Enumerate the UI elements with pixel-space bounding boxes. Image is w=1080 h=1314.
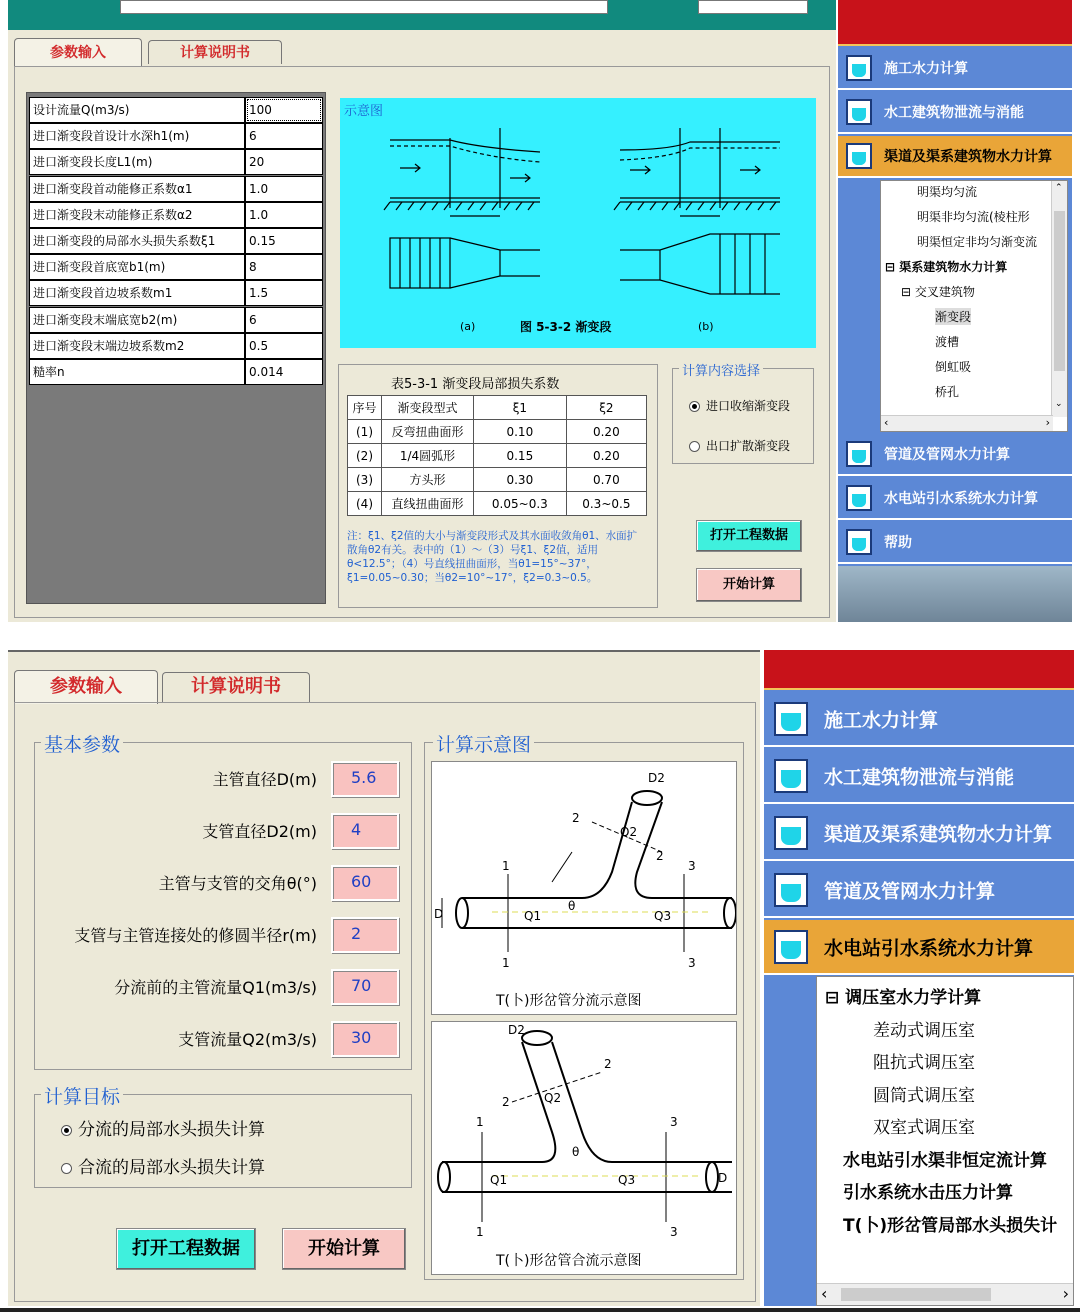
svg-text:D: D — [434, 907, 444, 921]
tree-horizontal-scrollbar[interactable] — [881, 415, 1053, 431]
param-row — [29, 97, 323, 123]
pipe-network-icon-glyph — [852, 450, 866, 463]
scroll-thumb[interactable] — [841, 1288, 991, 1301]
table-header: 渐变段型式 — [382, 396, 474, 420]
table-note: 注：ξ1、ξ2值的大小与渐变段形式及其水面收敛角θ1、水面扩散角θ2有关。表中的（1）～（3）号ξ1、ξ2值，适用θ<12.5°；（4）号直线扭曲面形，当θ1=15°~37°，ξ1=0.05~0.30；当θ2=10°~17°，ξ2=0.3~0.5。 — [347, 530, 638, 584]
svg-text:2: 2 — [656, 849, 664, 863]
tree-node[interactable]: 水电站引水渠非恒定流计算 — [843, 1150, 1047, 1171]
radio-button-selected[interactable] — [689, 401, 700, 412]
bottom-edge-line — [0, 1308, 1080, 1312]
menu-item-channel[interactable] — [838, 136, 1072, 178]
landscape-photo — [838, 566, 1072, 622]
svg-text:2: 2 — [572, 811, 580, 825]
tree-vertical-scrollbar[interactable] — [1051, 181, 1067, 417]
tab-parameter-input[interactable]: 参数输入 — [14, 670, 158, 704]
menu-item-label: 水电站引水系统水力计算 — [884, 491, 1038, 507]
svg-text:3: 3 — [670, 1115, 678, 1129]
calc-diagram-frame — [424, 734, 744, 1280]
table-cell: 1/4圆弧形 — [382, 444, 474, 468]
tab-parameter-input[interactable]: 参数输入 — [14, 38, 142, 66]
top-header-input-2 — [698, 0, 808, 14]
param-value-input[interactable]: 1.5 — [245, 280, 323, 306]
param-value-input[interactable]: 0.014 — [245, 359, 323, 385]
radio-split-flow[interactable] — [61, 1115, 265, 1140]
param-value-input[interactable]: 1.0 — [245, 202, 323, 228]
tree-panel — [816, 976, 1074, 1306]
radio-button-selected[interactable] — [61, 1125, 72, 1136]
param-value-input[interactable]: 30 — [331, 1021, 399, 1057]
help-icon — [846, 529, 872, 555]
basic-params-frame — [34, 734, 412, 1070]
split-flow-caption: T(卜)形岔管分流示意图 — [496, 993, 642, 1009]
scroll-left-icon[interactable]: ‹ — [821, 1284, 828, 1303]
svg-text:D: D — [718, 1171, 728, 1185]
tree-node[interactable]: 桥孔 — [935, 385, 960, 399]
param-label: 进口渐变段末端边坡系数m2 — [29, 333, 245, 359]
radio-outlet-expansion[interactable] — [689, 437, 790, 454]
param-label: 进口渐变段的局部水头损失系数ξ1 — [29, 228, 245, 254]
param-row — [29, 333, 323, 359]
param-value-input[interactable]: 5.6 — [331, 761, 399, 797]
tree-node[interactable]: 渡槽 — [935, 335, 960, 349]
banner-image — [838, 0, 1072, 46]
table-cell: (2) — [348, 444, 382, 468]
channel-icon-glyph — [781, 827, 800, 845]
diagram-caption-b: (b) — [698, 320, 714, 333]
top-sidebar — [838, 0, 1072, 622]
param-label: 分流前的主管流量Q1(m3/s) — [114, 978, 317, 997]
menu-item-bucket[interactable] — [838, 48, 1072, 90]
tree-node[interactable]: 引水系统水击压力计算 — [843, 1183, 1013, 1203]
param-label: 支管与主管连接处的修圆半径r(m) — [74, 926, 317, 945]
menu-item-pipe-network[interactable] — [838, 434, 1072, 476]
merge-flow-drawing — [432, 1022, 736, 1274]
svg-text:1: 1 — [502, 859, 510, 873]
param-label: 进口渐变段长度L1(m) — [29, 149, 245, 175]
menu-item-label: 管道及管网水力计算 — [824, 880, 996, 902]
menu-item-label: 管道及管网水力计算 — [884, 447, 1010, 463]
tree-node[interactable]: 明渠均匀流 — [917, 185, 978, 199]
tree-node[interactable]: ⊟ 渠系建筑物水力计算 — [885, 260, 1008, 274]
svg-text:2: 2 — [604, 1057, 612, 1071]
svg-text:Q3: Q3 — [618, 1173, 636, 1187]
loss-table-frame — [338, 364, 658, 608]
param-label: 进口渐变段首边坡系数m1 — [29, 280, 245, 306]
svg-text:3: 3 — [688, 859, 696, 873]
param-row — [29, 228, 323, 254]
scroll-thumb[interactable] — [1054, 211, 1065, 371]
param-label: 进口渐变段首底宽b1(m) — [29, 254, 245, 280]
table-cell: (4) — [348, 492, 382, 516]
svg-text:Q2: Q2 — [544, 1091, 562, 1105]
split-flow-drawing — [432, 762, 736, 1014]
table-cell: 0.15 — [474, 444, 567, 468]
tab-calculation-report[interactable]: 计算说明书 — [148, 40, 282, 64]
param-row — [29, 176, 323, 202]
bottom-window — [8, 650, 760, 1306]
schematic-frame — [338, 96, 818, 350]
bucket-icon — [774, 702, 808, 736]
param-value-input[interactable]: 1.0 — [245, 176, 323, 202]
param-value-input[interactable]: 6 — [245, 307, 323, 333]
param-label: 进口渐变段首设计水深h1(m) — [29, 123, 245, 149]
bucket-icon — [846, 55, 872, 81]
param-row — [29, 359, 323, 385]
radio-button[interactable] — [61, 1163, 72, 1174]
start-calculation-button[interactable]: 开始计算 — [282, 1228, 406, 1270]
tree-node[interactable]: 明渠恒定非均匀渐变流 — [917, 235, 1038, 249]
param-row — [29, 123, 323, 149]
table-cell: 0.70 — [566, 468, 646, 492]
menu-item-label: 渠道及渠系建筑物水力计算 — [884, 149, 1052, 165]
menu-item-channel[interactable] — [764, 806, 1074, 861]
menu-item-label: 施工水力计算 — [824, 709, 939, 731]
param-value-input[interactable]: 0.5 — [245, 333, 323, 359]
channel-icon — [774, 816, 808, 850]
open-project-button[interactable]: 打开工程数据 — [696, 520, 802, 552]
svg-text:1: 1 — [476, 1115, 484, 1129]
tab-calculation-report[interactable]: 计算说明书 — [162, 672, 310, 702]
menu-item-label: 水工建筑物泄流与消能 — [884, 105, 1024, 121]
basic-params-legend: 基本参数 — [41, 730, 123, 757]
param-label: 糙率n — [29, 359, 245, 385]
scroll-right-icon[interactable]: › — [1045, 416, 1050, 429]
param-value-input[interactable]: 4 — [331, 813, 399, 849]
table-cell: 0.3~0.5 — [566, 492, 646, 516]
menu-item-bucket[interactable] — [764, 692, 1074, 747]
param-label: 进口渐变段首动能修正系数α1 — [29, 176, 245, 202]
param-value-input[interactable]: 20 — [245, 149, 323, 175]
param-value-input[interactable]: 0.15 — [245, 228, 323, 254]
param-row — [29, 254, 323, 280]
banner-image — [764, 650, 1074, 690]
table-cell: 0.30 — [474, 468, 567, 492]
param-label: 进口渐变段末端底宽b2(m) — [29, 307, 245, 333]
table-row — [348, 444, 647, 468]
svg-text:2: 2 — [502, 1095, 510, 1109]
svg-text:D2: D2 — [508, 1023, 525, 1037]
param-row — [29, 202, 323, 228]
top-window — [8, 0, 836, 622]
menu-item-label: 水工建筑物泄流与消能 — [824, 766, 1015, 788]
table-cell: (1) — [348, 420, 382, 444]
start-calculation-button[interactable]: 开始计算 — [696, 568, 802, 602]
open-project-button[interactable]: 打开工程数据 — [116, 1228, 256, 1270]
tree-panel — [880, 180, 1068, 432]
split-flow-diagram — [431, 761, 737, 1015]
channel-icon-glyph — [852, 152, 866, 165]
tree-node[interactable]: 倒虹吸 — [935, 360, 972, 374]
top-header-input — [120, 0, 608, 14]
tree-node[interactable]: 明渠非均匀流(棱柱形 — [917, 210, 1030, 224]
bottom-sidebar — [764, 650, 1074, 1306]
table-cell: 0.20 — [566, 444, 646, 468]
table-row — [348, 420, 647, 444]
param-label: 进口渐变段末动能修正系数α2 — [29, 202, 245, 228]
table-cell: 0.05~0.3 — [474, 492, 567, 516]
tree-node[interactable]: 双室式调压室 — [873, 1118, 975, 1138]
table-row — [348, 468, 647, 492]
loss-coefficient-table — [347, 395, 647, 516]
channel-icon — [846, 143, 872, 169]
tree-node[interactable]: T(卜)形岔管局部水头损失计 — [843, 1215, 1058, 1236]
radio-label: 出口扩散渐变段 — [706, 439, 791, 453]
param-label: 支管流量Q2(m3/s) — [178, 1030, 317, 1049]
tree-node[interactable]: ⊟ 调压室水力学计算 — [825, 988, 982, 1008]
diagram-caption-title: 图 5-3-2 渐变段 — [520, 320, 612, 334]
tree-horizontal-scrollbar[interactable] — [817, 1283, 1073, 1305]
table-header-row — [348, 396, 647, 420]
radio-label: 分流的局部水头损失计算 — [78, 1120, 265, 1140]
table-header: ξ1 — [474, 396, 567, 420]
transition-section-drawing — [340, 98, 816, 348]
menu-item-spillway[interactable] — [764, 749, 1074, 804]
pipe-network-icon-glyph — [781, 884, 800, 902]
param-grid — [26, 92, 326, 604]
diagram-caption-a: (a) — [460, 320, 476, 333]
radio-button[interactable] — [689, 441, 700, 452]
param-value-input[interactable]: 8 — [245, 254, 323, 280]
param-value-input[interactable]: 70 — [331, 969, 399, 1005]
param-row — [29, 149, 323, 175]
menu-item-label: 帮助 — [884, 535, 912, 551]
svg-text:1: 1 — [476, 1225, 484, 1239]
menu-item-hydropower[interactable] — [764, 920, 1074, 975]
param-row — [29, 307, 323, 333]
bucket-icon-glyph — [781, 713, 800, 731]
calc-choice-legend: 计算内容选择 — [679, 360, 763, 379]
radio-label: 进口收缩渐变段 — [706, 399, 791, 413]
table-header: 序号 — [348, 396, 382, 420]
tree-node[interactable]: 差动式调压室 — [873, 1020, 975, 1041]
radio-merge-flow[interactable] — [61, 1153, 265, 1178]
svg-text:D2: D2 — [648, 771, 665, 785]
menu-item-pipe-network[interactable] — [764, 863, 1074, 918]
tree-node[interactable]: ⊟ 交叉建筑物 — [901, 285, 975, 299]
hydropower-icon — [774, 930, 808, 964]
radio-inlet-contraction[interactable] — [689, 397, 790, 414]
hydropower-icon-glyph — [781, 941, 800, 959]
param-label: 支管直径D2(m) — [202, 822, 317, 841]
spillway-icon — [846, 99, 872, 125]
menu-item-spillway[interactable] — [838, 92, 1072, 134]
table-cell: 直线扭曲面形 — [382, 492, 474, 516]
param-value-input[interactable]: 2 — [331, 917, 399, 953]
menu-item-hydropower[interactable] — [838, 478, 1072, 520]
help-icon-glyph — [852, 538, 866, 551]
svg-text:Q1: Q1 — [490, 1173, 508, 1187]
svg-text:Q2: Q2 — [620, 825, 638, 839]
tree-node[interactable]: 渐变段 — [935, 310, 972, 324]
spillway-icon-glyph — [781, 770, 800, 788]
calc-choice-frame — [672, 364, 814, 464]
spillway-icon — [774, 759, 808, 793]
svg-text:θ: θ — [572, 1145, 580, 1159]
svg-text:Q3: Q3 — [654, 909, 672, 923]
scroll-right-icon[interactable]: › — [1062, 1284, 1069, 1303]
pipe-network-icon — [774, 873, 808, 907]
svg-text:1: 1 — [502, 956, 510, 970]
pipe-network-icon — [846, 441, 872, 467]
param-label: 设计流量Q(m3/s) — [29, 97, 245, 123]
radio-label: 合流的局部水头损失计算 — [78, 1158, 265, 1178]
param-value-input[interactable]: 60 — [331, 865, 399, 901]
calc-diagram-legend: 计算示意图 — [433, 730, 534, 757]
hydropower-icon — [846, 485, 872, 511]
param-label: 主管直径D(m) — [212, 770, 317, 789]
merge-flow-diagram — [431, 1021, 737, 1275]
menu-item-help[interactable] — [838, 522, 1072, 564]
scroll-left-icon[interactable]: ‹ — [884, 416, 889, 429]
svg-text:θ: θ — [568, 899, 576, 913]
table-header: ξ2 — [566, 396, 646, 420]
bottom-top-border — [8, 650, 760, 652]
param-label: 主管与支管的交角θ(°) — [158, 874, 317, 893]
table-cell: 方头形 — [382, 468, 474, 492]
scroll-up-icon[interactable]: ⌃ — [1055, 183, 1063, 193]
table-cell: 0.10 — [474, 420, 567, 444]
schematic-legend: 示意图 — [344, 104, 384, 119]
menu-item-label: 水电站引水系统水力计算 — [824, 937, 1034, 959]
menu-item-label: 施工水力计算 — [884, 61, 968, 77]
tree-node[interactable]: 圆筒式调压室 — [873, 1085, 975, 1106]
table-cell: (3) — [348, 468, 382, 492]
param-row — [29, 280, 323, 306]
table-cell: 反弯扭曲面形 — [382, 420, 474, 444]
svg-text:3: 3 — [688, 956, 696, 970]
loss-table-title: 表5-3-1 渐变段局部损失系数 — [391, 377, 560, 392]
menu-item-label: 渠道及渠系建筑物水力计算 — [824, 823, 1053, 845]
bucket-icon-glyph — [852, 64, 866, 77]
tree-node[interactable]: 阻抗式调压室 — [873, 1053, 975, 1073]
target-frame — [34, 1086, 412, 1188]
hydropower-icon-glyph — [852, 494, 866, 507]
scroll-down-icon[interactable]: ⌄ — [1055, 399, 1063, 409]
screenshot-divider — [0, 624, 1080, 648]
target-legend: 计算目标 — [41, 1082, 123, 1109]
merge-flow-caption: T(卜)形岔管合流示意图 — [496, 1253, 642, 1269]
svg-text:3: 3 — [670, 1225, 678, 1239]
param-value-input[interactable]: 6 — [245, 123, 323, 149]
spillway-icon-glyph — [852, 108, 866, 121]
table-cell: 0.20 — [566, 420, 646, 444]
param-value-input[interactable]: 100 — [245, 97, 323, 123]
svg-text:Q1: Q1 — [524, 909, 542, 923]
table-row — [348, 492, 647, 516]
